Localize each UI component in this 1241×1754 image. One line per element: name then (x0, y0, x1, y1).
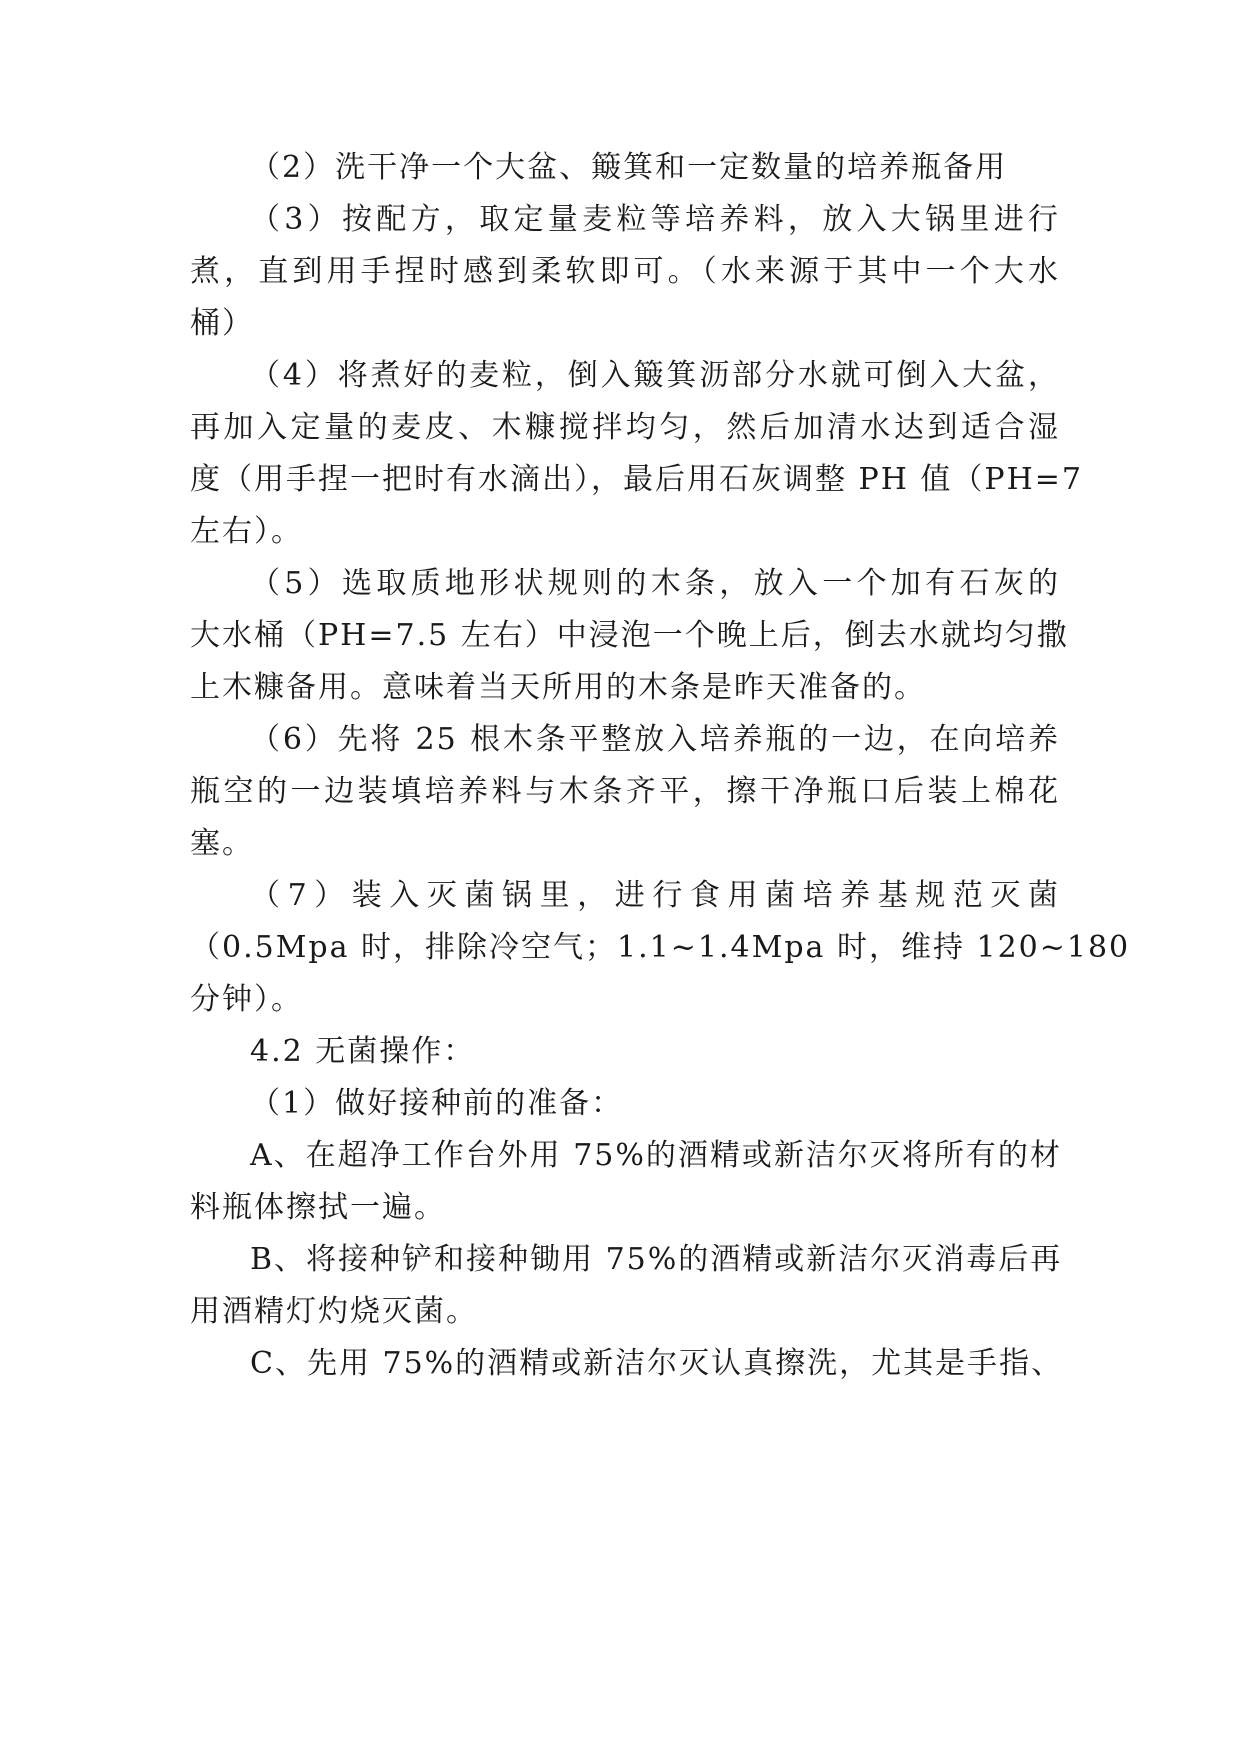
paragraph-line: 分钟）。 (190, 982, 303, 1017)
paragraph-line: 大水桶（PH=7.5 左右）中浸泡一个晚上后，倒去水就均匀撒 (190, 618, 1069, 653)
paragraph-line: （6）先将 25 根木条平整放入培养瓶的一边，在向培养 (250, 722, 1060, 757)
paragraph-line: 左右）。 (190, 514, 303, 549)
paragraph-line: （1）做好接种前的准备： (250, 1086, 624, 1121)
paragraph-line: 再加入定量的麦皮、木糠搅拌均匀，然后加清水达到适合湿 (190, 410, 1060, 445)
paragraph-line: （3）按配方，取定量麦粒等培养料，放入大锅里进行 (250, 202, 1060, 237)
section-heading: 4.2 无菌操作： (250, 1034, 476, 1069)
paragraph-line: （5）选取质地形状规则的木条，放入一个加有石灰的 (250, 566, 1060, 601)
paragraph-line: （0.5Mpa 时，排除冷空气；1.1~1.4Mpa 时，维持 120~180 (190, 930, 1131, 965)
paragraph-line: A、在超净工作台外用 75%的酒精或新洁尔灭将所有的材 (250, 1138, 1062, 1173)
paragraph-line: 塞。 (190, 826, 254, 861)
paragraph-line: 料瓶体擦拭一遍。 (190, 1190, 446, 1225)
paragraph-line: 瓶空的一边装填培养料与木条齐平，擦干净瓶口后装上棉花 (190, 774, 1060, 809)
paragraph-line: B、将接种铲和接种锄用 75%的酒精或新洁尔灭消毒后再 (250, 1242, 1063, 1277)
paragraph-line: 用酒精灯灼烧灭菌。 (190, 1294, 478, 1329)
paragraph-line: 煮，直到用手捏时感到柔软即可。（水来源于其中一个大水 (190, 254, 1060, 289)
paragraph-line: 桶） (190, 306, 254, 341)
paragraph-line: 上木糠备用。意味着当天所用的木条是昨天准备的。 (190, 670, 926, 705)
paragraph-line: 度（用手捏一把时有水滴出），最后用石灰调整 PH 值（PH=7 (190, 462, 1083, 497)
paragraph-line: （7）装入灭菌锅里，进行食用菌培养基规范灭菌 (250, 878, 1060, 913)
paragraph-line: C、先用 75%的酒精或新洁尔灭认真擦洗，尤其是手指、 (250, 1346, 1064, 1381)
paragraph-line: （2）洗干净一个大盆、簸箕和一定数量的培养瓶备用 (250, 150, 1008, 185)
paragraph-line: （4）将煮好的麦粒，倒入簸箕沥部分水就可倒入大盆， (250, 358, 1060, 393)
